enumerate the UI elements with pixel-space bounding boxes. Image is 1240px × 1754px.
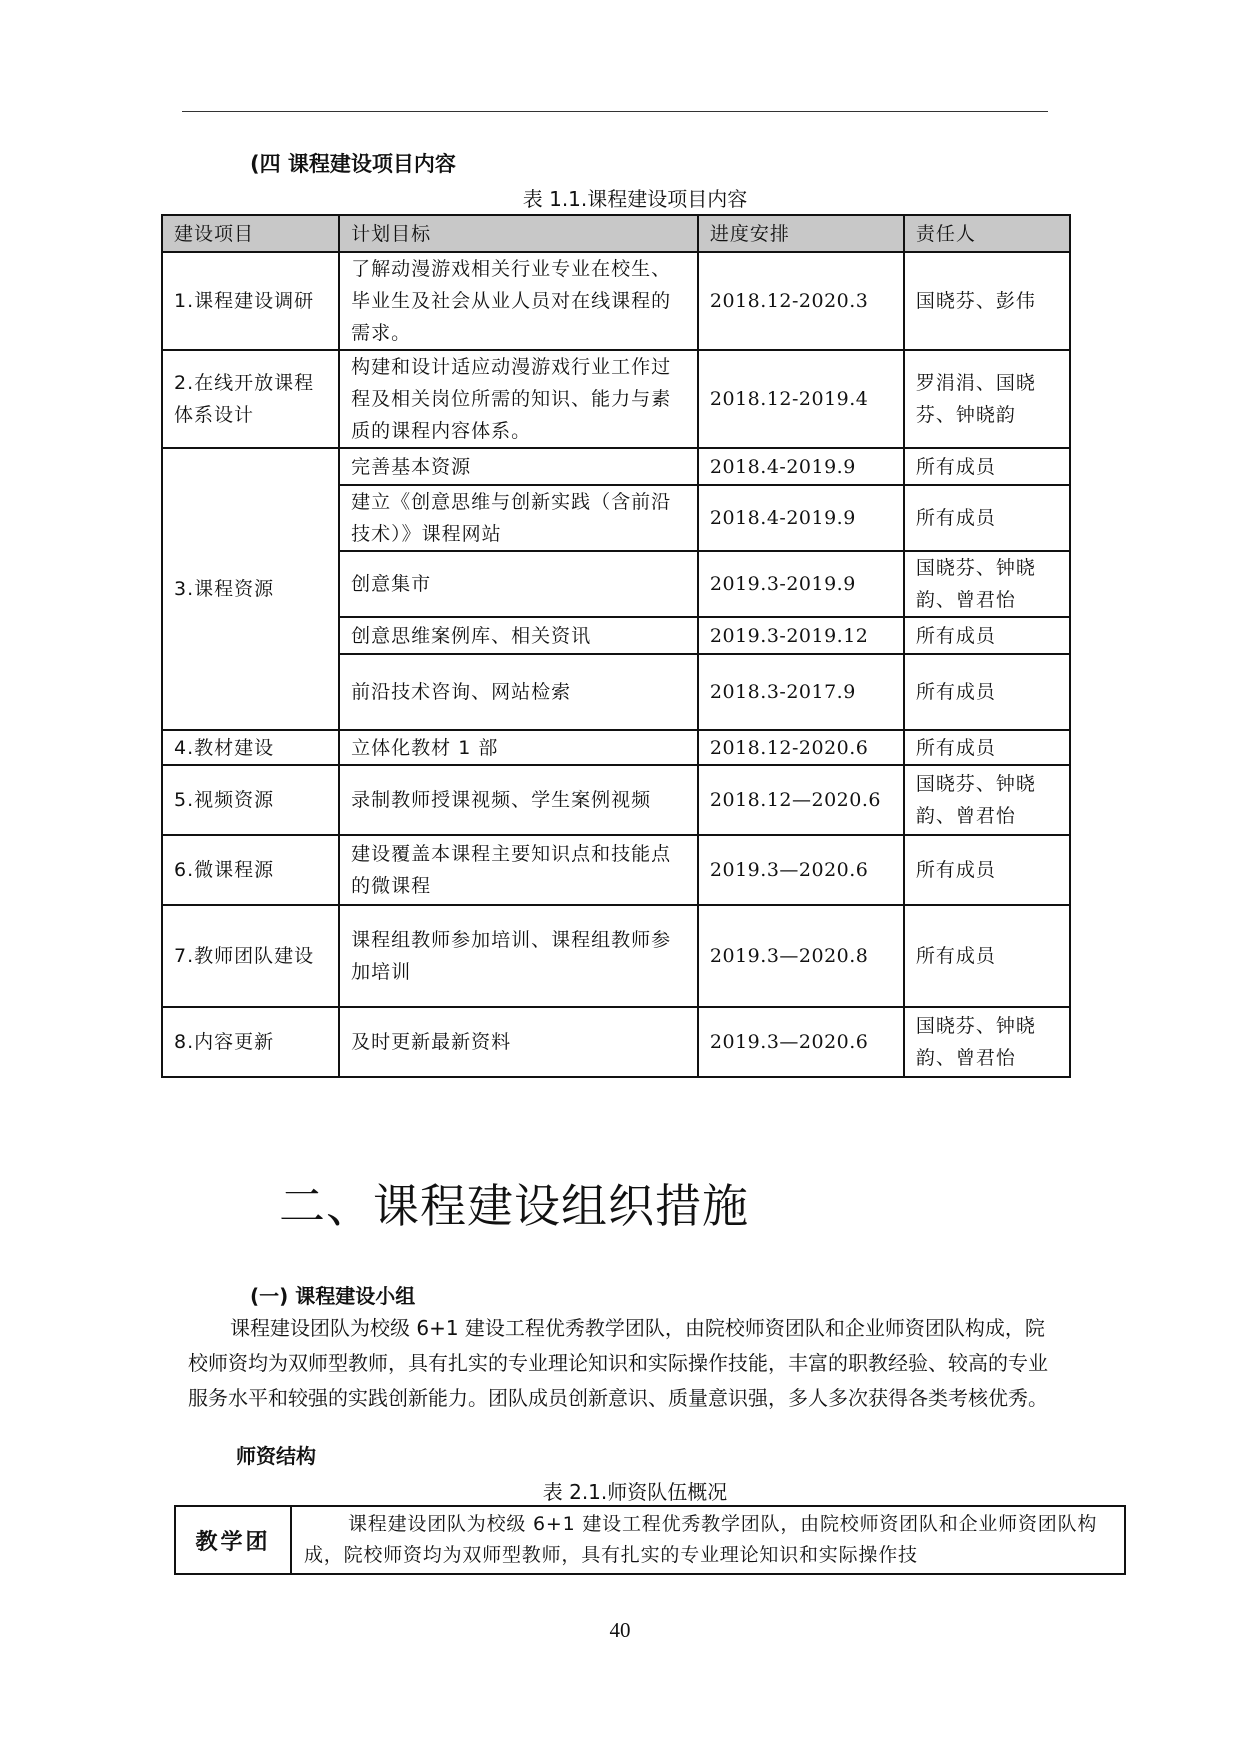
goal-cell: 及时更新最新资料 <box>339 1007 698 1077</box>
schedule-cell: 2019.3—2020.8 <box>698 905 904 1007</box>
faculty-table <box>174 1505 1126 1575</box>
owner-cell: 国晓芬、彭伟 <box>904 252 1070 350</box>
course-project-table <box>161 214 1071 1078</box>
table-row <box>162 1007 1070 1077</box>
table-row <box>162 730 1070 765</box>
owner-cell: 所有成员 <box>904 617 1070 654</box>
paragraph-text: 课程建设团队为校级 6+1 建设工程优秀教学团队，由院校师资团队和企业师资团队构成，院校师资均为双师型教师，具有扎实的专业理论知识和实际操作技能，丰富的职教经验、较高的专业服务水平和较强的实践创新能力。团队成员创新意识、质量意识强，多人多次获得各类考核优秀。 <box>188 1316 1048 1410</box>
owner-cell: 所有成员 <box>904 905 1070 1007</box>
schedule-cell: 2018.12—2020.6 <box>698 765 904 835</box>
goal-cell: 创意集市 <box>339 551 698 617</box>
goal-cell: 立体化教材 1 部 <box>339 730 698 765</box>
owner-cell: 所有成员 <box>904 730 1070 765</box>
body-paragraph <box>188 1311 1056 1416</box>
schedule-cell: 2018.12-2020.3 <box>698 252 904 350</box>
table-row <box>162 905 1070 1007</box>
table-row <box>162 835 1070 905</box>
owner-cell: 国晓芬、钟晓韵、曾君怡 <box>904 551 1070 617</box>
owner-cell: 所有成员 <box>904 448 1070 485</box>
owner-cell: 所有成员 <box>904 654 1070 730</box>
schedule-cell: 2018.4-2019.9 <box>698 448 904 485</box>
item-cell: 1.课程建设调研 <box>162 252 339 350</box>
schedule-cell: 2019.3-2019.9 <box>698 551 904 617</box>
owner-cell: 国晓芬、钟晓韵、曾君怡 <box>904 1007 1070 1077</box>
item-cell: 3.课程资源 <box>162 448 339 730</box>
table-row <box>162 252 1070 350</box>
chapter-title: 二、课程建设组织措施 <box>279 1179 749 1233</box>
schedule-cell: 2018.4-2019.9 <box>698 485 904 551</box>
item-cell: 8.内容更新 <box>162 1007 339 1077</box>
header-cell: 建设项目 <box>162 215 339 252</box>
table-row <box>162 448 1070 485</box>
table-row <box>175 1506 1125 1574</box>
owner-cell: 国晓芬、钟晓韵、曾君怡 <box>904 765 1070 835</box>
schedule-cell: 2018.12-2019.4 <box>698 350 904 448</box>
schedule-cell: 2019.3—2020.6 <box>698 1007 904 1077</box>
label-cell: 教学团 <box>175 1506 291 1574</box>
item-cell: 6.微课程源 <box>162 835 339 905</box>
goal-cell: 了解动漫游戏相关行业专业在校生、毕业生及社会从业人员对在线课程的需求。 <box>339 252 698 350</box>
table1-caption: 表 1.1.课程建设项目内容 <box>522 187 748 211</box>
section-heading-4: (四 课程建设项目内容 <box>250 152 456 176</box>
item-cell: 7.教师团队建设 <box>162 905 339 1007</box>
schedule-cell: 2019.3—2020.6 <box>698 835 904 905</box>
header-cell: 计划目标 <box>339 215 698 252</box>
table-row <box>162 765 1070 835</box>
schedule-cell: 2019.3-2019.12 <box>698 617 904 654</box>
subsection-heading-faculty: 师资结构 <box>236 1444 316 1468</box>
header-rule <box>182 111 1048 112</box>
schedule-cell: 2018.3-2017.9 <box>698 654 904 730</box>
item-cell: 5.视频资源 <box>162 765 339 835</box>
table2-caption: 表 2.1.师资队伍概况 <box>542 1480 728 1504</box>
goal-cell: 前沿技术咨询、网站检索 <box>339 654 698 730</box>
goal-cell: 建设覆盖本课程主要知识点和技能点的微课程 <box>339 835 698 905</box>
goal-cell: 创意思维案例库、相关资讯 <box>339 617 698 654</box>
header-cell: 进度安排 <box>698 215 904 252</box>
owner-cell: 所有成员 <box>904 835 1070 905</box>
goal-cell: 建立《创意思维与创新实践（含前沿技术）》课程网站 <box>339 485 698 551</box>
owner-cell: 所有成员 <box>904 485 1070 551</box>
cell-text: 课程建设团队为校级 6+1 建设工程优秀教学团队，由院校师资团队和企业师资团队构成，院校师资均为双师型教师，具有扎实的专业理论知识和实际操作技 <box>304 1513 1098 1566</box>
page-number: 40 <box>609 1618 631 1642</box>
goal-cell: 课程组教师参加培训、课程组教师参加培训 <box>339 905 698 1007</box>
text-cell <box>291 1506 1125 1574</box>
schedule-cell: 2018.12-2020.6 <box>698 730 904 765</box>
goal-cell: 完善基本资源 <box>339 448 698 485</box>
goal-cell: 构建和设计适应动漫游戏行业工作过程及相关岗位所需的知识、能力与素质的课程内容体系。 <box>339 350 698 448</box>
item-cell: 4.教材建设 <box>162 730 339 765</box>
goal-cell: 录制教师授课视频、学生案例视频 <box>339 765 698 835</box>
header-cell: 责任人 <box>904 215 1070 252</box>
item-cell: 2.在线开放课程体系设计 <box>162 350 339 448</box>
table-row <box>162 350 1070 448</box>
subsection-heading: (一) 课程建设小组 <box>250 1284 416 1308</box>
table-header-row <box>162 215 1070 252</box>
owner-cell: 罗涓涓、国晓芬、钟晓韵 <box>904 350 1070 448</box>
